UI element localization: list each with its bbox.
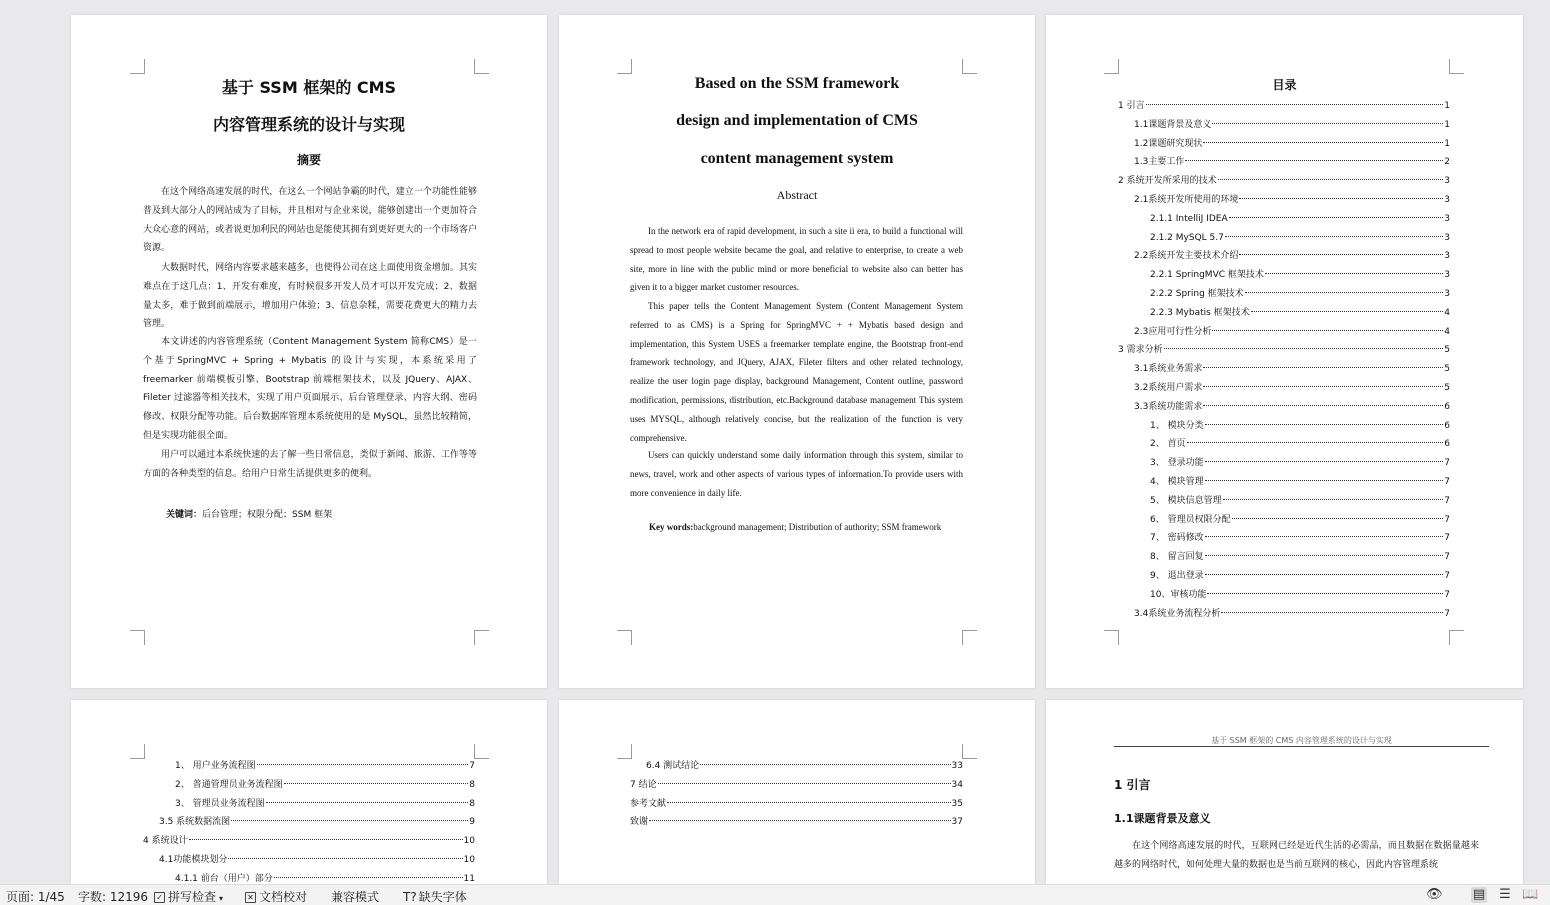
toc-leader-dots [1225, 236, 1443, 237]
toc-entry[interactable] [1150, 417, 1450, 436]
toc-entry-title: 3.1系统业务需求 [1134, 364, 1203, 375]
en-abstract-heading: Abstract [776, 188, 818, 202]
toc-leader-dots [1207, 593, 1443, 594]
toc-leader-dots [189, 839, 463, 840]
toc-entry[interactable] [1134, 379, 1450, 398]
toc-entry-page: 4 [1444, 326, 1450, 337]
toc-entry[interactable] [159, 813, 475, 832]
toc-entry-title: 3 需求分析 [1118, 345, 1163, 356]
corner-mark [962, 59, 977, 74]
toc-entry-title: 4.1.1 前台（用户）部分 [175, 873, 273, 884]
toc-entry[interactable] [175, 757, 475, 776]
toc-leader-dots [1203, 142, 1443, 143]
toc-leader-dots [1245, 292, 1444, 293]
toc-leader-dots [1223, 499, 1444, 500]
corner-mark [130, 744, 145, 759]
toc-entry[interactable] [1134, 605, 1450, 624]
toc-entry-page: 7 [1444, 477, 1450, 487]
toc-leader-dots [274, 877, 463, 878]
toc-entry-title: 2 系统开发所采用的技术 [1118, 176, 1217, 187]
toc-leader-dots [1203, 367, 1443, 368]
corner-mark [474, 59, 489, 74]
toc-entry-title: 10、审核功能 [1150, 589, 1207, 600]
missing-fonts-label: 缺失字体 [418, 890, 467, 904]
toc-entry[interactable] [1118, 172, 1450, 191]
document-page-5 [559, 700, 1035, 890]
corner-mark [474, 630, 489, 645]
toc-entry-title: 1、 用户业务流程图 [175, 761, 256, 771]
toc-entry-page: 5 [1444, 364, 1450, 375]
toc-entry-title: 2.1.1 IntelliJ IDEA [1150, 213, 1228, 224]
toc-entry[interactable] [1118, 97, 1450, 116]
compat-mode[interactable]: 兼容模式 [331, 890, 380, 904]
toc-entry-title: 5、 模块信息管理 [1150, 495, 1222, 506]
toc-entry-page: 6 [1444, 420, 1450, 431]
toc-entry-title: 2、 首页 [1150, 439, 1186, 450]
cn-abstract-paragraph: 在这个网络高速发展的时代，在这么一个网站争霸的时代，建立一个功能性能够普及到大部分人的网站成为了目标，并且相对与企业来说，能够创建出一个更加符合大众心意的网站，或者说更加利民的网站也是能使其拥有到更好更大的一个市场客户资源。 [143, 187, 477, 254]
toc-entry[interactable] [1118, 341, 1450, 360]
toc-entry[interactable] [1134, 398, 1450, 417]
en-keywords [649, 522, 941, 532]
toc-entry[interactable] [1134, 135, 1450, 154]
en-abstract-paragraph: In the network era of rapid development, in such a site ii era, to build a functional will spread to most people website became the goal, and relative to enterprise, to create a web site, more in line with the public mind or more beneficial to website also can better has given it to a bigger market customer resources. [630, 226, 963, 293]
toc-entry[interactable] [1150, 511, 1450, 530]
document-page-4 [71, 700, 547, 890]
toc-leader-dots [1203, 386, 1443, 387]
toc-entry[interactable] [1134, 153, 1450, 172]
toc-entry[interactable] [1134, 191, 1450, 210]
proofread-button[interactable] [245, 888, 307, 905]
toc-entry-title: 4 系统设计 [143, 836, 188, 847]
toc-entry-page: 11 [463, 873, 475, 884]
toc-entry[interactable] [159, 851, 475, 870]
corner-mark [1449, 59, 1464, 74]
toc-title: 目录 [1272, 78, 1297, 92]
cn-abstract-paragraph: 本文讲述的内容管理系统（Content Management System 简称CMS）是一个基于SpringMVC + Spring + Mybatis 的设计与实现，本系统采用了 freemarker 前端模板引擎、Bootstrap 前端框架技术，以及 JQuery、AJAX、Fileter 过滤器等相关技术，实现了用户页面展示、后台管理登录、内容大纲、密码修改、权限分配等功能。后台数据库管理本系统使用的是 MySQL，虽然比较精简，但是实现功能很全面。 [143, 337, 477, 441]
toc-entry-page: 35 [951, 798, 963, 809]
toc-entry[interactable] [1150, 454, 1450, 473]
toc-entry-title: 参考文献 [630, 798, 667, 809]
en-abstract-paragraph: This paper tells the Content Management System (Content Management System referred to as CMS) is a Spring for SpringMVC + + Mybatis based design and implementation, this System USES a freemarker template engine, the Bootstrap front-end framework technology, and JQuery, AJAX, Fileter filters and other related technology, realize the user login page display, background Management, Content outline, password modification, permissions, distribution, etc.Background database management This system uses MYSQL, although relatively concise, but the realization of the function is very comprehensive. [630, 301, 963, 443]
toc-entry-page: 5 [1444, 383, 1450, 393]
toc-entry-title: 2.1.2 MySQL 5.7 [1150, 232, 1224, 243]
chapter-heading: 1 引言 [1114, 778, 1151, 792]
toc-entry[interactable] [630, 813, 963, 832]
toc-entry-page: 7 [1444, 458, 1450, 469]
toc-entry[interactable] [1150, 492, 1450, 511]
toc-entry-title: 7、 密码修改 [1150, 533, 1204, 544]
en-abstract-paragraph: Users can quickly understand some daily information through this system, similar to news, travel, work and other aspects of various types of information.To provide users with more convenience in daily life. [630, 450, 963, 498]
toc-entry[interactable] [1150, 229, 1450, 248]
corner-mark [617, 59, 632, 74]
proofread-icon: ✕ [245, 892, 256, 903]
toc-entry-page: 3 [1444, 213, 1450, 224]
toc-entry-title: 2.2.3 Mybatis 框架技术 [1150, 307, 1250, 318]
corner-mark [617, 630, 632, 645]
toc-entry-page: 3 [1444, 176, 1450, 187]
toc-entry[interactable] [646, 757, 963, 776]
toc-entry-page: 7 [1444, 552, 1450, 563]
cn-abstract-heading: 摘要 [296, 153, 321, 167]
toc-entry-page: 3 [1444, 195, 1450, 205]
toc-entry-page: 7 [1444, 495, 1450, 506]
toc-entry-page: 3 [1444, 289, 1450, 299]
corner-mark [130, 59, 145, 74]
toc-entry-page: 7 [1444, 608, 1450, 619]
toc-leader-dots [1251, 311, 1444, 312]
toc-entry-title: 致谢 [630, 817, 649, 828]
toc-leader-dots [1205, 480, 1444, 481]
body-paragraph: 在这个网络高速发展的时代，互联网已经是近代生活的必需品，而且数据在数据量越来越多的网络时代，如何处理大量的数据也是当前互联网的核心，因此内容管理系统 [1114, 841, 1479, 870]
toc-entry-title: 2、 普通管理员业务流程图 [175, 779, 283, 790]
toc-entry-title: 1.2课题研究现状 [1134, 138, 1203, 149]
toc-leader-dots [1205, 461, 1444, 462]
toc-entry-page: 33 [951, 761, 963, 771]
toc-entry-title: 3.5 系统数据流图 [159, 817, 231, 828]
toc-entry-title: 7 结论 [630, 779, 657, 790]
toc-entry-page: 4 [1444, 307, 1450, 318]
toc-leader-dots [1187, 442, 1444, 443]
toc-entry-title: 1.3主要工作 [1134, 157, 1185, 168]
toc-leader-dots [700, 764, 950, 765]
toc-leader-dots [1239, 254, 1443, 255]
section-heading: 1.1课题背景及意义 [1114, 812, 1211, 825]
toc-entry-title: 8、 留言回复 [1150, 552, 1204, 563]
toc-entry[interactable] [1150, 266, 1450, 285]
cn-abstract-paragraph: 大数据时代，网络内容要求越来越多，也使得公司在这上面使用资金增加。其实难点在于这几点：1、开发有难度，有时候很多开发人员才可以开发完成；2、数据量太多，难于做到前端展示，增加用户体验；3、信息杂糅，需要花费更大的精力去管理。 [143, 263, 477, 330]
toc-leader-dots [1232, 518, 1444, 519]
toc-entry-page: 7 [1444, 533, 1450, 544]
page-header-rule [1114, 746, 1489, 747]
toc-entry[interactable] [1134, 247, 1450, 266]
toc-entry-title: 4.1功能模块划分 [159, 855, 228, 865]
page-indicator[interactable]: 页面: 1/45 [6, 890, 65, 904]
cn-keywords-text: 后台管理；权限分配；SSM 框架 [202, 510, 333, 520]
missing-fonts-button[interactable] [403, 888, 467, 905]
toc-leader-dots [1239, 198, 1443, 199]
corner-mark [1104, 630, 1119, 645]
toc-entry-title: 3.4系统业务流程分析 [1134, 608, 1221, 619]
outline-view-icon[interactable]: ☰ [1499, 887, 1511, 902]
corner-mark [130, 630, 145, 645]
toc-entry-page: 8 [469, 798, 475, 809]
toc-entry-title: 9、 退出登录 [1150, 571, 1204, 581]
spellcheck-label: 拼写检查 [168, 890, 217, 904]
toc-leader-dots [1221, 612, 1443, 613]
toc-leader-dots [1265, 273, 1443, 274]
toc-leader-dots [228, 858, 462, 859]
toc-leader-dots [658, 783, 951, 784]
toc-entry-page: 3 [1444, 270, 1450, 281]
toc-entry-title: 2.3应用可行性分析 [1134, 326, 1212, 337]
cn-title-line2: 内容管理系统的设计与实现 [212, 115, 405, 134]
checkbox-icon: ✓ [154, 892, 165, 903]
toc-leader-dots [231, 820, 468, 821]
cn-keywords-label: 关键词： [166, 510, 203, 520]
toc-entry-title: 1.1课题背景及意义 [1134, 119, 1212, 130]
en-title-line2: design and implementation of CMS [676, 112, 918, 129]
toc-entry-page: 5 [1444, 345, 1450, 356]
toc-entry[interactable] [630, 776, 963, 795]
toc-leader-dots [667, 802, 951, 803]
toc-leader-dots [1218, 179, 1444, 180]
toc-entry[interactable] [1134, 360, 1450, 379]
toc-entry[interactable] [1150, 304, 1450, 323]
toc-entry-page: 6 [1444, 439, 1450, 450]
toc-entry-page: 10 [463, 855, 475, 865]
toc-leader-dots [1212, 330, 1443, 331]
en-keywords-label: Key words: [649, 522, 694, 532]
reading-mode-icon[interactable]: 📖 [1522, 887, 1539, 902]
toc-entry-title: 3.2系统用户需求 [1134, 383, 1203, 393]
toc-leader-dots [1203, 405, 1443, 406]
toc-entry-page: 7 [1444, 514, 1450, 525]
toc-entry-title: 3.3系统功能需求 [1134, 401, 1203, 412]
toc-entry-title: 2.2.1 SpringMVC 框架技术 [1150, 270, 1264, 281]
toc-leader-dots [1185, 160, 1443, 161]
cn-title-line1: 基于 SSM 框架的 CMS [221, 78, 397, 97]
document-page-6 [1046, 700, 1523, 890]
toc-leader-dots [1164, 348, 1444, 349]
en-title-line1: Based on the SSM framework [694, 75, 900, 92]
toc-entry[interactable] [175, 795, 475, 814]
toc-leader-dots [1205, 424, 1444, 425]
cn-keywords [166, 507, 332, 520]
toc-entry-title: 6.4 测试结论 [646, 761, 700, 771]
eye-protection-icon[interactable]: 👁 [1426, 887, 1443, 902]
en-keywords-text: background management; Distribution of authority; SSM framework [693, 522, 942, 532]
toc-leader-dots [284, 783, 469, 784]
toc-entry-page: 8 [469, 779, 475, 790]
status-bar [0, 884, 1550, 905]
corner-mark [1104, 59, 1119, 74]
toc-entry-title: 3、 登录功能 [1150, 458, 1204, 469]
toc-leader-dots [1205, 574, 1444, 575]
toc-entry[interactable] [143, 832, 475, 851]
toc-leader-dots [266, 802, 469, 803]
corner-mark [962, 744, 977, 759]
toc-entry-title: 2.2系统开发主要技术介绍 [1134, 251, 1239, 262]
corner-mark [617, 744, 632, 759]
toc-entry[interactable] [1150, 586, 1450, 605]
spellcheck-button[interactable] [154, 888, 223, 905]
toc-entry-page: 3 [1444, 232, 1450, 243]
document-page-3 [1046, 15, 1523, 688]
proofread-label: 文档校对 [259, 890, 308, 904]
toc-entry-title: 2.2.2 Spring 框架技术 [1150, 289, 1244, 299]
word-count[interactable]: 字数: 12196 [78, 890, 149, 904]
toc-entry-page: 6 [1444, 401, 1450, 412]
corner-mark [474, 744, 489, 759]
toc-entry-title: 3、 管理员业务流程图 [175, 798, 265, 809]
toc-entry-title: 1、 模块分类 [1150, 420, 1204, 431]
cn-abstract-paragraph: 用户可以通过本系统快速的去了解一些日常信息，类似于新闻、旅游、工作等等方面的各种类型的信息。给用户日常生活提供更多的便利。 [143, 450, 477, 479]
toc-entry-page: 10 [463, 836, 475, 847]
toc-leader-dots [257, 764, 469, 765]
toc-entry[interactable] [1150, 210, 1450, 229]
toc-leader-dots [1212, 123, 1443, 124]
toc-entry[interactable] [1150, 529, 1450, 548]
font-warning-icon: T? [403, 890, 417, 904]
corner-mark [962, 630, 977, 645]
toc-entry-page: 9 [469, 817, 475, 828]
toc-entry[interactable] [1134, 323, 1450, 342]
dropdown-arrow-icon: ▾ [219, 894, 224, 903]
toc-entry-page: 7 [1444, 571, 1450, 581]
document-page-2 [559, 15, 1035, 688]
toc-entry[interactable] [630, 795, 963, 814]
toc-entry[interactable] [1150, 285, 1450, 304]
toc-entry-title: 4、 模块管理 [1150, 477, 1204, 487]
en-title-line3: content management system [700, 150, 894, 167]
toc-entry-page: 37 [951, 817, 963, 828]
toc-entry-page: 1 [1444, 119, 1450, 130]
page-view-icon[interactable]: ▤ [1472, 887, 1486, 902]
toc-leader-dots [1229, 217, 1444, 218]
toc-entry-page: 3 [1444, 251, 1450, 262]
toc-leader-dots [649, 820, 951, 821]
corner-mark [1449, 630, 1464, 645]
toc-leader-dots [1205, 555, 1444, 556]
toc-entry[interactable] [1150, 567, 1450, 586]
toc-entry-page: 34 [951, 779, 963, 790]
toc-leader-dots [1146, 104, 1444, 105]
page-header-text: 基于 SSM 框架的 CMS 内容管理系统的设计与实现 [1211, 736, 1392, 745]
toc-entry-page: 2 [1444, 157, 1450, 168]
toc-entry-title: 2.1系统开发所使用的环境 [1134, 195, 1239, 205]
toc-entry-title: 6、 管理员权限分配 [1150, 514, 1231, 525]
toc-entry[interactable] [1134, 116, 1450, 135]
toc-entry-page: 1 [1444, 138, 1450, 149]
toc-entry-page: 7 [1444, 589, 1450, 600]
toc-leader-dots [1205, 536, 1444, 537]
document-page-1 [71, 15, 547, 688]
toc-entry-page: 1 [1444, 101, 1450, 111]
toc-entry-page: 7 [469, 761, 475, 771]
toc-entry[interactable] [175, 776, 475, 795]
toc-entry[interactable] [1150, 435, 1450, 454]
toc-entry[interactable] [1150, 548, 1450, 567]
toc-entry-title: 1 引言 [1118, 101, 1145, 111]
toc-entry[interactable] [1150, 473, 1450, 492]
